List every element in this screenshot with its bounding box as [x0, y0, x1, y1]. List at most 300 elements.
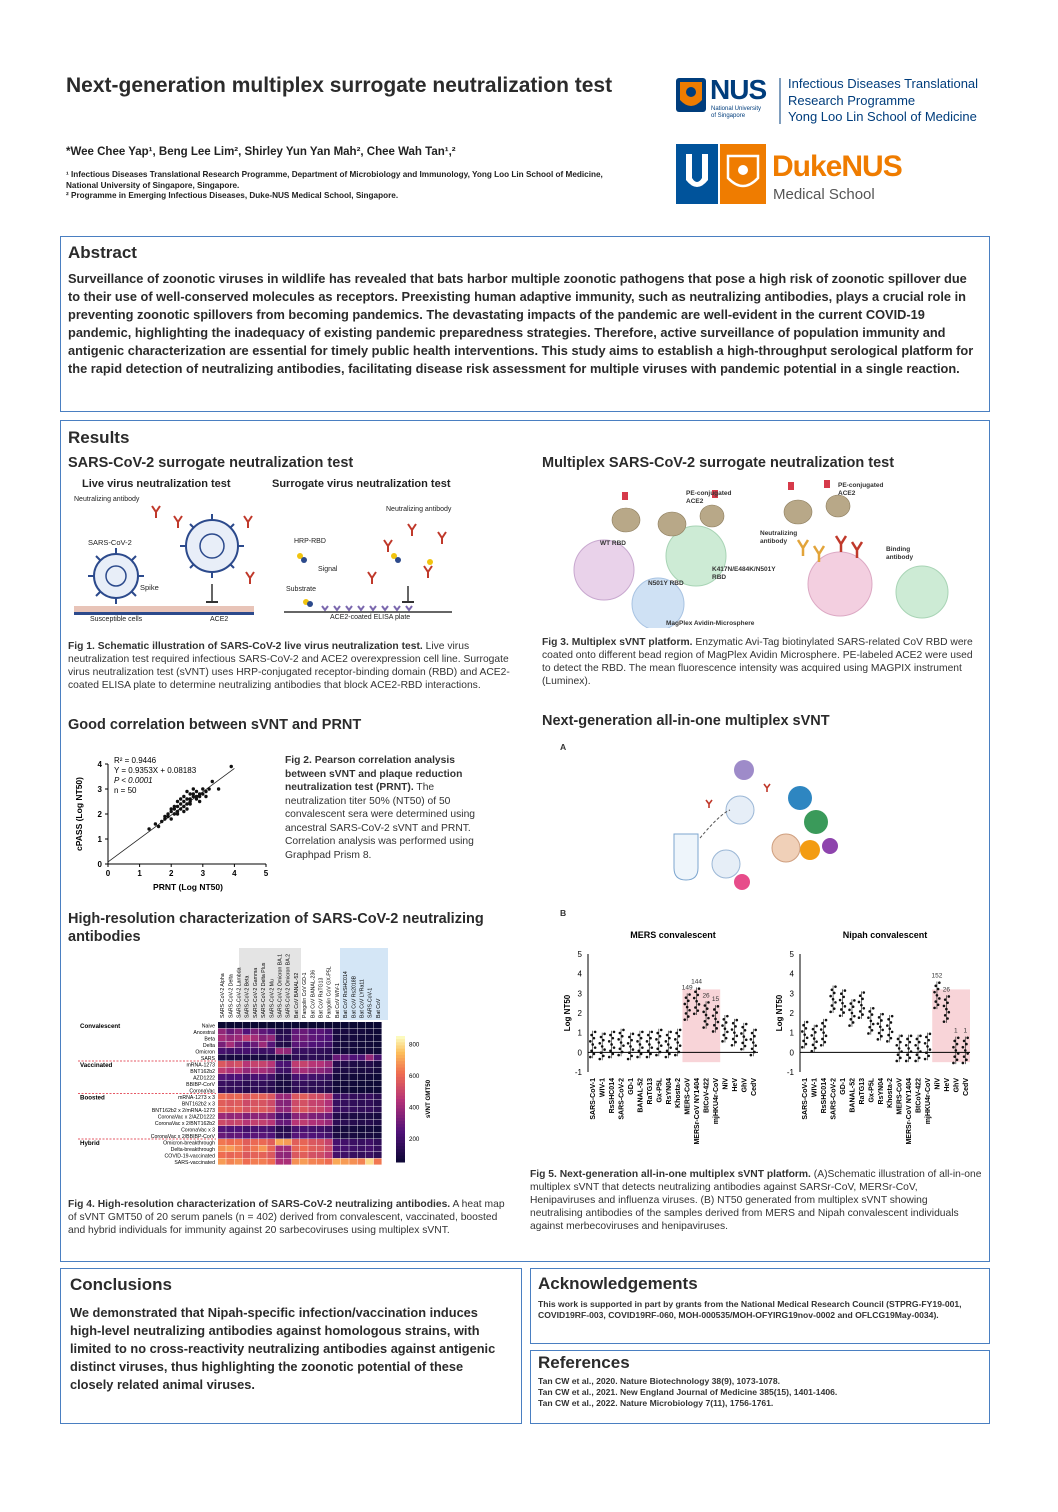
- heatmap-cell: [218, 1068, 226, 1074]
- heatmap-cell: [243, 1094, 251, 1100]
- label-susceptible-cells: Susceptible cells: [90, 616, 143, 623]
- heatmap-cell: [218, 1152, 226, 1158]
- programme-name: Infectious Diseases Translational Research Programme Yong Loo Lin School of Medicine: [788, 76, 979, 124]
- heatmap-group-label: Hybrid: [80, 1140, 100, 1147]
- heatmap-row-label: AZD1222: [193, 1075, 215, 1082]
- heatmap-row-label: mRNA-1273 x 3: [178, 1094, 215, 1101]
- heatmap-cell: [275, 1107, 283, 1113]
- heatmap-cell: [292, 1042, 300, 1048]
- heatmap-cell: [366, 1152, 374, 1158]
- scatter-point: [207, 787, 210, 790]
- heatmap-column-label: Pangolin CoV GD-1: [302, 972, 309, 1018]
- sample-dot: [966, 1036, 969, 1039]
- heatmap-cell: [218, 1022, 226, 1028]
- heatmap-cell: [275, 1133, 283, 1139]
- sample-dot: [815, 1025, 818, 1028]
- heatmap-cell: [243, 1022, 251, 1028]
- nus-wordmark: NUS: [710, 74, 767, 105]
- sample-dot: [820, 1028, 823, 1031]
- heatmap-cell: [234, 1074, 242, 1080]
- heatmap-cell: [226, 1120, 234, 1126]
- x-tick-label: 1: [137, 869, 142, 878]
- sample-dot: [683, 1018, 686, 1021]
- heatmap-cell: [234, 1081, 242, 1087]
- heatmap-cell: [292, 1068, 300, 1074]
- scatter-point: [192, 787, 195, 790]
- sample-dot: [806, 1036, 809, 1039]
- sample-dot: [726, 1031, 729, 1034]
- heatmap-cell: [284, 1081, 292, 1087]
- label-hrp-rbd: HRP-RBD: [294, 538, 326, 545]
- colorbar-segment: [396, 1121, 405, 1125]
- scatter-point: [182, 805, 185, 808]
- sample-dot: [933, 1007, 936, 1010]
- heatmap-cell: [308, 1120, 316, 1126]
- heatmap-cell: [316, 1126, 324, 1132]
- heatmap-cell: [218, 1061, 226, 1067]
- heatmap-cell: [251, 1074, 259, 1080]
- sample-dot: [745, 1023, 748, 1026]
- sample-dot: [829, 1011, 832, 1014]
- heatmap-cell: [308, 1074, 316, 1080]
- heatmap-cell: [341, 1146, 349, 1152]
- heatmap-cell: [292, 1055, 300, 1061]
- sample-dot: [806, 1021, 809, 1024]
- heatmap-cell: [251, 1126, 259, 1132]
- heatmap-cell: [243, 1042, 251, 1048]
- heatmap-cell: [357, 1126, 365, 1132]
- label-spike: Spike: [140, 583, 159, 592]
- heatmap-cell: [226, 1035, 234, 1041]
- sample-dot: [693, 997, 696, 1000]
- heatmap-cell: [226, 1100, 234, 1106]
- colorbar-segment: [396, 1083, 405, 1087]
- heatmap-cell: [316, 1055, 324, 1061]
- heatmap-cell: [316, 1061, 324, 1067]
- sample-dot: [698, 1003, 701, 1006]
- sample-dot: [717, 1021, 720, 1024]
- heatmap-cell: [374, 1061, 382, 1067]
- sample-dot: [957, 1036, 960, 1039]
- colorbar-segment: [396, 1086, 405, 1090]
- heatmap-cell: [234, 1120, 242, 1126]
- sample-dot: [655, 1054, 658, 1057]
- heatmap-cell: [349, 1042, 357, 1048]
- sample-dot: [952, 1062, 955, 1065]
- heatmap-cell: [292, 1061, 300, 1067]
- heatmap-cell: [308, 1042, 316, 1048]
- heatmap-cell: [349, 1113, 357, 1119]
- heatmap-cell: [234, 1152, 242, 1158]
- sample-dot: [740, 1032, 743, 1035]
- scatter-point: [185, 797, 188, 800]
- stat-equation: Y = 0.9353X + 0.08183: [114, 766, 197, 775]
- heatmap-cell: [259, 1042, 267, 1048]
- heatmap-cell: [251, 1068, 259, 1074]
- heatmap-cell: [300, 1159, 308, 1165]
- sample-dot: [665, 1056, 668, 1059]
- colorbar-segment: [396, 1149, 405, 1153]
- sample-dot: [707, 1017, 710, 1020]
- heatmap-cell: [243, 1061, 251, 1067]
- heatmap-cell: [243, 1146, 251, 1152]
- heatmap-cell: [292, 1113, 300, 1119]
- heatmap-cell: [308, 1061, 316, 1067]
- heatmap-row-label: Naive: [201, 1023, 215, 1030]
- heatmap-cell: [259, 1139, 267, 1145]
- sample-dot: [905, 1060, 908, 1063]
- heatmap-cell: [308, 1081, 316, 1087]
- heatmap-cell: [333, 1022, 341, 1028]
- sample-dot: [881, 1029, 884, 1032]
- sample-dot: [750, 1038, 753, 1041]
- sample-dot: [702, 1011, 705, 1014]
- sample-dot: [895, 1044, 898, 1047]
- label-nab-left: Neutralizing antibody: [74, 496, 140, 503]
- heatmap-cell: [341, 1126, 349, 1132]
- heatmap-cell: [325, 1113, 333, 1119]
- heatmap-cell: [218, 1113, 226, 1119]
- heatmap-cell: [349, 1152, 357, 1158]
- heatmap-row-label: Delta: [202, 1042, 215, 1049]
- sample-dot: [636, 1056, 639, 1059]
- sample-dot: [938, 997, 941, 1000]
- heatmap-cell: [284, 1094, 292, 1100]
- sample-dot: [603, 1033, 606, 1036]
- colorbar-tick-label: 600: [409, 1072, 420, 1080]
- heatmap-cell: [292, 1087, 300, 1093]
- heatmap-cell: [300, 1022, 308, 1028]
- heatmap-cell: [234, 1068, 242, 1074]
- heatmap-row-label: Delta-breakthrough: [170, 1146, 215, 1153]
- heatmap-cell: [308, 1029, 316, 1035]
- heatmap-cell: [357, 1081, 365, 1087]
- point-value-label: 15: [711, 996, 720, 1004]
- label-pe-ace2-right: PE-conjugated ACE2: [838, 482, 884, 497]
- multiplex-section-heading: Multiplex SARS-CoV-2 surrogate neutralization test: [542, 455, 895, 471]
- heatmap-cell: [366, 1068, 374, 1074]
- scatter-point: [198, 795, 201, 798]
- heatmap-cell: [259, 1081, 267, 1087]
- colorbar-segment: [396, 1049, 405, 1053]
- sample-dot: [829, 995, 832, 998]
- sample-dot: [825, 1019, 828, 1022]
- sample-dot: [947, 995, 950, 998]
- heatmap-cell: [341, 1074, 349, 1080]
- scatter-point: [211, 780, 214, 783]
- sample-dot: [636, 1040, 639, 1043]
- scatter-point: [182, 800, 185, 803]
- sample-dot: [810, 1034, 813, 1037]
- heatmap-cell: [251, 1094, 259, 1100]
- heatmap-cell: [308, 1139, 316, 1145]
- nus-logo: [676, 74, 1006, 130]
- heatmap-cell: [284, 1061, 292, 1067]
- colorbar-segment: [396, 1064, 405, 1068]
- colorbar-tick-label: 200: [409, 1135, 420, 1143]
- heatmap-cell: [284, 1159, 292, 1165]
- sample-dot: [891, 1031, 894, 1034]
- heatmap-cell: [300, 1074, 308, 1080]
- heatmap-cell: [267, 1152, 275, 1158]
- heatmap-cell: [308, 1126, 316, 1132]
- affiliations: [66, 170, 626, 202]
- heatmap-cell: [325, 1133, 333, 1139]
- sample-dot: [660, 1044, 663, 1047]
- heatmap-column-label: SARS-CoV-2 Lambda: [236, 967, 243, 1018]
- sample-dot: [943, 1005, 946, 1008]
- scatter-point: [195, 795, 198, 798]
- heatmap-cell: [366, 1048, 374, 1054]
- sample-dot: [929, 1033, 932, 1036]
- heatmap-cell: [234, 1159, 242, 1165]
- heatmap-cell: [243, 1133, 251, 1139]
- label-k417-rbd: K417N/E484K/N501Y RBD: [712, 566, 776, 581]
- heatmap-cell: [333, 1126, 341, 1132]
- heatmap-cell: [267, 1022, 275, 1028]
- heatmap-cell: [292, 1159, 300, 1165]
- category-label: BANAL-52: [637, 1078, 645, 1113]
- heatmap-cell: [267, 1081, 275, 1087]
- category-label: RaTG13: [646, 1078, 654, 1105]
- heatmap-cell: [341, 1035, 349, 1041]
- heatmap-column-label: Bat CoV RsSHC014: [343, 971, 350, 1018]
- point-value-label: 144: [691, 978, 703, 986]
- fig3-caption: Fig 3. Multiplex sVNT platform. Enzymatic Avi-Tag biotinylated SARS-related CoV RBD were coated onto different bead region of MagPlex Avidin Microsphere. PE-labeled ACE2 were used to detect the RBD. The mean fluorescence intensity was acquired using MAGPIX instrument (Luminex).: [542, 637, 973, 687]
- heatmap-cell: [366, 1029, 374, 1035]
- heatmap-cell: [308, 1113, 316, 1119]
- heatmap-column-label: Bat CoV Rs2018B: [351, 975, 358, 1018]
- category-label: BtCoV-422: [703, 1078, 711, 1114]
- heatmap-cell: [267, 1146, 275, 1152]
- colorbar-segment: [396, 1153, 405, 1157]
- heatmap-cell: [251, 1159, 259, 1165]
- point-value-label: 152: [931, 972, 943, 980]
- sample-dot: [834, 985, 837, 988]
- heatmap-cell: [341, 1081, 349, 1087]
- heatmap-cell: [267, 1074, 275, 1080]
- category-label: RaTG13: [858, 1078, 866, 1105]
- heatmap-cell: [300, 1126, 308, 1132]
- heatmap-cell: [349, 1107, 357, 1113]
- heatmap-cell: [243, 1055, 251, 1061]
- colorbar-segment: [396, 1146, 405, 1150]
- acknowledgements-heading: Acknowledgements: [538, 1274, 698, 1293]
- heatmap-cell: [284, 1074, 292, 1080]
- heatmap-cell: [251, 1146, 259, 1152]
- category-label: MERSr-CoV NY1404: [906, 1078, 914, 1145]
- nt50-dot-plots: [560, 924, 980, 1164]
- heatmap-column-label: SARS-CoV-2 Mu: [269, 979, 276, 1018]
- sample-dot: [877, 1038, 880, 1041]
- heatmap-cell: [374, 1094, 382, 1100]
- heatmap-cell: [357, 1029, 365, 1035]
- colorbar-segment: [396, 1112, 405, 1116]
- duke-nus-logo: [676, 142, 936, 210]
- heatmap-cell: [284, 1126, 292, 1132]
- heatmap-cell: [300, 1152, 308, 1158]
- sample-dot: [683, 1003, 686, 1006]
- sample-dot: [924, 1058, 927, 1061]
- heatmap-cell: [374, 1146, 382, 1152]
- heatmap-column-label: SARS-CoV-2 Gamma: [252, 967, 259, 1018]
- heatmap-cell: [251, 1081, 259, 1087]
- heatmap-cell: [259, 1022, 267, 1028]
- heatmap-cell: [366, 1061, 374, 1067]
- heatmap-cell: [292, 1048, 300, 1054]
- heatmap-cell: [300, 1035, 308, 1041]
- heatmap-cell: [357, 1100, 365, 1106]
- sample-dot: [886, 1024, 889, 1027]
- heatmap-cell: [374, 1055, 382, 1061]
- sample-dot: [914, 1044, 917, 1047]
- sample-dot: [669, 1046, 672, 1049]
- heatmap-cell: [325, 1022, 333, 1028]
- y-tick-label: 1: [789, 1028, 794, 1038]
- y-tick-label: 1: [577, 1028, 582, 1038]
- heatmap-cell: [284, 1042, 292, 1048]
- poster-title: Next-generation multiplex surrogate neutralization test: [66, 74, 613, 97]
- heatmap-cell: [357, 1094, 365, 1100]
- sample-dot: [858, 1001, 861, 1004]
- colorbar-tick-label: 400: [409, 1104, 420, 1112]
- heatmap-cell: [243, 1126, 251, 1132]
- heatmap-cell: [316, 1081, 324, 1087]
- heatmap-cell: [284, 1113, 292, 1119]
- heatmap-cell: [316, 1133, 324, 1139]
- heatmap-cell: [267, 1159, 275, 1165]
- heatmap-cell: [251, 1100, 259, 1106]
- label-pe-ace2: PE-conjugated ACE2: [686, 490, 732, 505]
- heatmap-cell: [284, 1087, 292, 1093]
- heatmap-cell: [292, 1139, 300, 1145]
- heatmap-cell: [226, 1074, 234, 1080]
- heatmap-cell: [275, 1146, 283, 1152]
- sample-dot: [594, 1046, 597, 1049]
- heatmap-cell: [325, 1139, 333, 1145]
- heatmap-cell: [316, 1146, 324, 1152]
- heatmap-cell: [349, 1035, 357, 1041]
- colorbar-segment: [396, 1071, 405, 1075]
- category-label: GD-1: [628, 1078, 635, 1095]
- heatmap-cell: [259, 1100, 267, 1106]
- category-label: SARS-CoV-2: [830, 1078, 838, 1120]
- colorbar-segment: [396, 1118, 405, 1122]
- category-label: BtCoV-422: [915, 1078, 923, 1114]
- heatmap-cell: [267, 1107, 275, 1113]
- heatmap-cell: [366, 1139, 374, 1145]
- heatmap-cell: [333, 1100, 341, 1106]
- heatmap-cell: [349, 1081, 357, 1087]
- sample-dot: [938, 981, 941, 984]
- sample-dot: [731, 1028, 734, 1031]
- heatmap-cell: [333, 1107, 341, 1113]
- scatter-point: [176, 800, 179, 803]
- colorbar-label: sVNT GMT50: [425, 1079, 432, 1119]
- heatmap-cell: [333, 1152, 341, 1158]
- references-heading: References: [538, 1353, 630, 1372]
- heatmap-cell: [366, 1055, 374, 1061]
- heatmap-row-label: SARS: [200, 1055, 215, 1062]
- heatmap-cell: [341, 1029, 349, 1035]
- heatmap-cell: [349, 1126, 357, 1132]
- sample-dot: [966, 1052, 969, 1055]
- colorbar-segment: [396, 1124, 405, 1128]
- heatmap-cell: [243, 1029, 251, 1035]
- category-label: HeV: [731, 1078, 739, 1092]
- heatmap-cell: [341, 1061, 349, 1067]
- heatmap-cell: [341, 1094, 349, 1100]
- category-label: WIV-1: [811, 1078, 819, 1098]
- heatmap-cell: [251, 1133, 259, 1139]
- heatmap-column-label: SARS-CoV-2 Omicron BA.1: [277, 954, 284, 1018]
- y-axis-label: Log NT50: [563, 994, 572, 1032]
- heatmap-column-label: SARS-CoV-2 Beta: [244, 975, 251, 1018]
- sample-dot: [872, 1007, 875, 1010]
- corr-y-label: cPASS (Log NT50): [74, 777, 84, 851]
- heatmap-cell: [308, 1094, 316, 1100]
- heatmap-cell: [308, 1146, 316, 1152]
- colorbar-segment: [396, 1055, 405, 1059]
- heatmap-cell: [284, 1035, 292, 1041]
- corr-x-label: PRNT (Log NT50): [153, 882, 223, 892]
- heatmap-cell: [284, 1146, 292, 1152]
- references-list: [538, 1376, 982, 1409]
- scatter-point: [185, 790, 188, 793]
- heatmap-cell: [333, 1061, 341, 1067]
- sample-dot: [881, 1013, 884, 1016]
- heatmap-cell: [357, 1035, 365, 1041]
- heatmap-cell: [259, 1048, 267, 1054]
- label-wt-rbd: WT RBD: [600, 540, 626, 547]
- heatmap-cell: [349, 1087, 357, 1093]
- heatmap-cell: [333, 1087, 341, 1093]
- y-tick-label: 1: [97, 835, 102, 844]
- sample-dot: [853, 999, 856, 1002]
- sample-dot: [712, 1014, 715, 1017]
- heatmap-cell: [300, 1048, 308, 1054]
- sample-dot: [900, 1035, 903, 1038]
- colorbar-segment: [396, 1131, 405, 1135]
- heatmap-row-label: BNT162b2 x 3: [181, 1101, 215, 1108]
- heatmap-cell: [308, 1133, 316, 1139]
- heatmap-cell: [251, 1042, 259, 1048]
- heatmap-cell: [333, 1048, 341, 1054]
- sample-dot: [617, 1054, 620, 1057]
- heatmap-cell: [218, 1126, 226, 1132]
- heatmap-cell: [333, 1081, 341, 1087]
- colorbar-segment: [396, 1074, 405, 1078]
- heatmap-cell: [357, 1048, 365, 1054]
- sample-dot: [632, 1033, 635, 1036]
- category-label: Khosta-2: [887, 1078, 895, 1108]
- scatter-point: [185, 802, 188, 805]
- sample-dot: [674, 1054, 677, 1057]
- heatmap-cell: [218, 1055, 226, 1061]
- heatmap-cell: [284, 1120, 292, 1126]
- heatmap-cell: [218, 1048, 226, 1054]
- heatmap-cell: [374, 1100, 382, 1106]
- colorbar-segment: [396, 1127, 405, 1131]
- heatmap-cell: [374, 1048, 382, 1054]
- sample-dot: [919, 1035, 922, 1038]
- scatter-point: [176, 812, 179, 815]
- heatmap-cell: [349, 1139, 357, 1145]
- heatmap-cell: [300, 1139, 308, 1145]
- heatmap-row-label: SARS-vaccinated: [174, 1159, 215, 1166]
- heatmap-cell: [366, 1133, 374, 1139]
- sample-dot: [735, 1019, 738, 1022]
